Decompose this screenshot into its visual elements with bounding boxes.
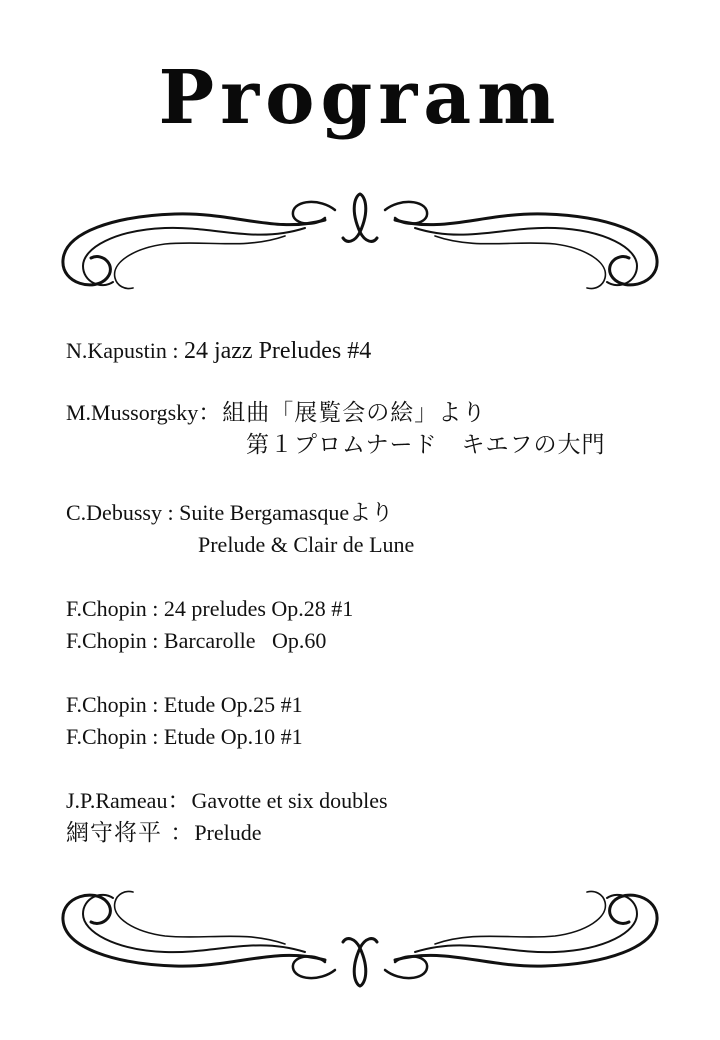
- work-title: Prelude: [194, 820, 262, 845]
- separator: :: [166, 338, 184, 363]
- separator: :: [161, 500, 180, 525]
- composer-name: F.Chopin: [66, 724, 147, 749]
- separator: :: [146, 724, 164, 749]
- work-title: 24 jazz Preludes #4: [183, 338, 372, 364]
- work-title: Gavotte et six doubles: [191, 788, 388, 813]
- program-item-amimori: [66, 818, 262, 848]
- work-title: 24 preludes Op.28 #1: [163, 596, 354, 621]
- work-title: Suite Bergamasqueより: [179, 500, 394, 525]
- composer-name: J.P.Rameau: [66, 788, 168, 813]
- program-item-chopin-barcarolle: [66, 626, 326, 656]
- flourish-ornament-top: [55, 192, 665, 302]
- composer-name: F.Chopin: [66, 596, 147, 621]
- work-subtitle: Prelude & Clair de Lune: [198, 532, 415, 557]
- separator: :: [146, 596, 164, 621]
- separator: :: [146, 692, 164, 717]
- separator: ：: [162, 820, 195, 846]
- work-title: Etude Op.10 #1: [163, 724, 303, 749]
- composer-name: C.Debussy: [66, 500, 162, 525]
- composer-name: F.Chopin: [66, 692, 147, 717]
- flourish-ornament-bottom-icon: [55, 878, 665, 988]
- separator: ：: [167, 788, 192, 814]
- program-item-chopin-preludes: [66, 594, 353, 624]
- work-title: Barcarolle Op.60: [163, 628, 327, 653]
- composer-name: N.Kapustin: [66, 338, 167, 363]
- composer-name: 網守将平: [66, 820, 162, 846]
- separator: ：: [198, 400, 223, 426]
- flourish-ornament-top-icon: [55, 192, 665, 302]
- work-title: Etude Op.25 #1: [163, 692, 303, 717]
- program-item-rameau: [66, 786, 388, 816]
- program-item-kapustin: [66, 336, 371, 366]
- separator: :: [146, 628, 164, 653]
- program-item-mussorgsky: [66, 398, 486, 428]
- program-item-chopin-etude-25: [66, 690, 303, 720]
- work-title: 組曲「展覧会の絵」より: [222, 400, 487, 426]
- work-subtitle: 第１プロムナード キエフの大門: [246, 432, 606, 458]
- program-item-debussy: [66, 498, 393, 528]
- flourish-ornament-bottom: [55, 878, 665, 988]
- composer-name: M.Mussorgsky: [66, 400, 199, 425]
- program-item-chopin-etude-10: [66, 722, 303, 752]
- page-title: Program: [158, 55, 562, 141]
- composer-name: F.Chopin: [66, 628, 147, 653]
